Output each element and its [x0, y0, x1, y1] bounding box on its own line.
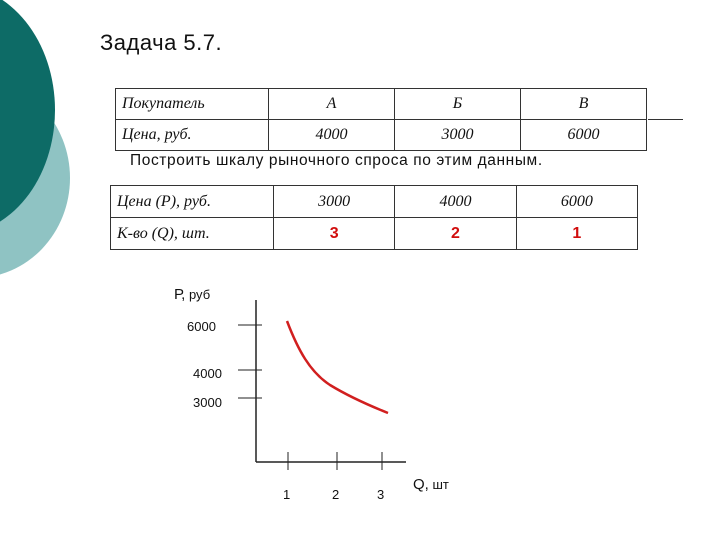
- table-cell: 6000: [521, 120, 647, 151]
- y-axis-label: Р,: [174, 286, 186, 303]
- table-cell: 4000: [269, 120, 395, 151]
- table-cell: А: [269, 89, 395, 120]
- table-cell: 3: [274, 218, 395, 250]
- table-cell: 1: [516, 218, 637, 250]
- x-tick-label: 3: [377, 487, 385, 502]
- x-tick-label: 1: [283, 487, 291, 502]
- y-tick-label: 6000: [187, 319, 216, 334]
- y-axis-title: [174, 286, 210, 303]
- x-axis-label: Q,: [413, 476, 429, 493]
- table-cell: Покупатель: [116, 89, 269, 120]
- x-axis-title: [413, 476, 449, 493]
- table-cell: 6000: [516, 186, 637, 218]
- table-cell: 4000: [395, 186, 516, 218]
- table-cell: В: [521, 89, 647, 120]
- y-tick-label: 3000: [193, 395, 222, 410]
- table-cell: Б: [395, 89, 521, 120]
- table-cell: К-во (Q), шт.: [111, 218, 274, 250]
- x-axis-unit: шт: [432, 477, 449, 492]
- x-tick-label: 2: [332, 487, 340, 502]
- instruction-text: Построить шкалу рыночного спроса по этим данным.: [130, 152, 543, 169]
- page-title: Задача 5.7.: [100, 30, 223, 55]
- table-cell: 2: [395, 218, 516, 250]
- table-cell: 3000: [395, 120, 521, 151]
- y-tick-label: 4000: [193, 366, 222, 381]
- table-cell: 3000: [274, 186, 395, 218]
- table-cell: Цена (Р), руб.: [111, 186, 274, 218]
- table-cell: Цена, руб.: [116, 120, 269, 151]
- demand-curve: [287, 321, 388, 413]
- y-axis-unit: руб: [188, 287, 211, 302]
